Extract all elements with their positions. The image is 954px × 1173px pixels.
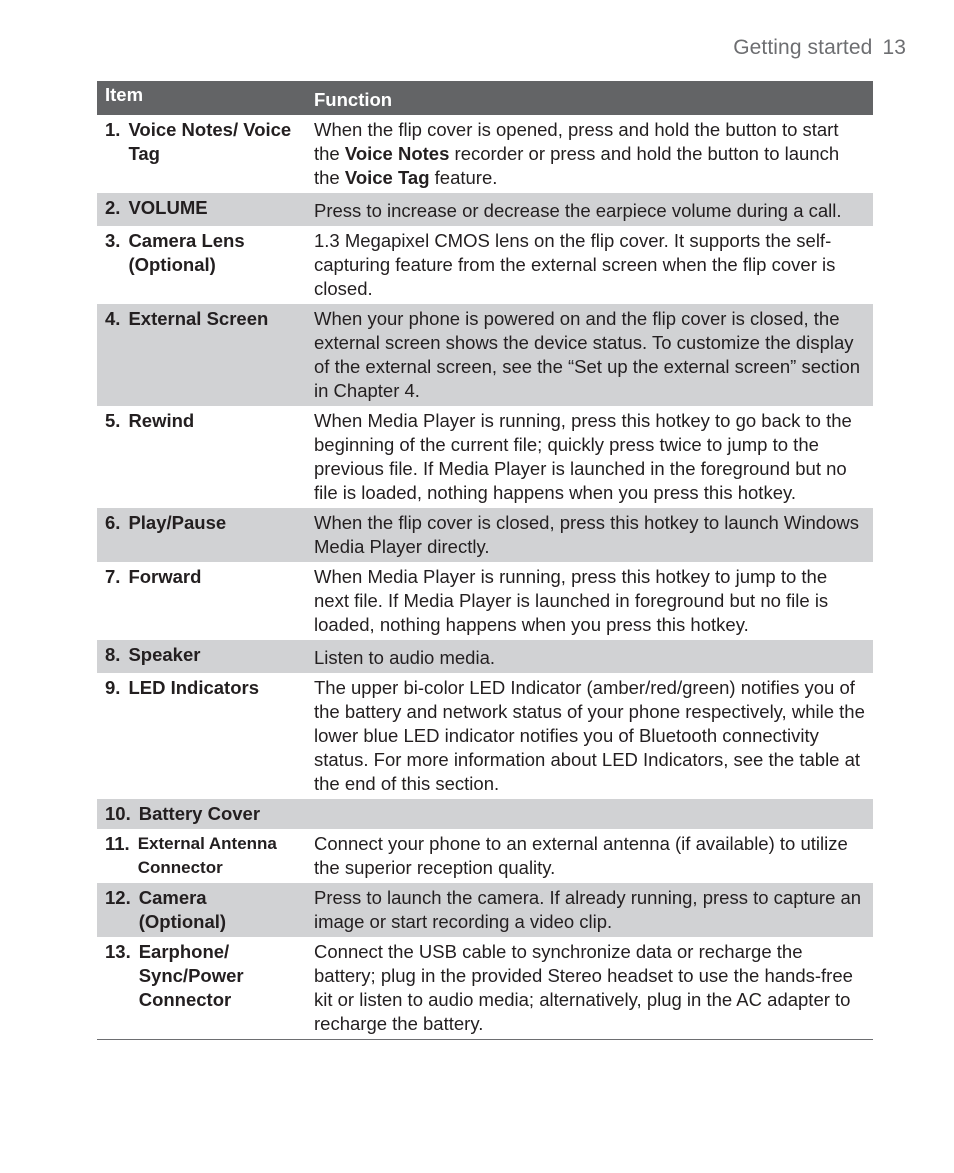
item-name: Camera Lens (Optional) xyxy=(128,230,245,275)
function-cell: Press to increase or decrease the earpiece volume during a call. xyxy=(306,193,873,226)
function-cell: 1.3 Megapixel CMOS lens on the flip cover. It supports the self-capturing feature from the external screen when the flip cover is closed. xyxy=(314,230,836,299)
item-function-table xyxy=(97,81,873,1040)
item-cell xyxy=(97,799,306,829)
function-cell: The upper bi-color LED Indicator (amber/red/green) notifies you of the battery and network status of your phone respectively, while the lower blue LED indicator notifies you of Bluetooth connectivity status. For more information about LED Indicators, see the table at the end of this section. xyxy=(314,677,865,794)
table-row xyxy=(97,226,873,304)
table-row xyxy=(97,937,873,1040)
item-name: VOLUME xyxy=(128,197,208,218)
item-number: 1. xyxy=(105,119,121,140)
column-header-item: Item xyxy=(97,81,306,115)
item-name: LED Indicators xyxy=(128,677,259,698)
function-cell: Connect the USB cable to synchronize data or recharge the battery; plug in the provided Stereo headset to use the hands-free kit or listen to audio media; alternatively, plug in the AC adapter to recharge the battery. xyxy=(306,937,873,1040)
item-name: Earphone/ Sync/Power Connector xyxy=(138,941,244,1010)
table-row xyxy=(97,508,873,562)
table-row xyxy=(97,829,873,883)
item-number: 5. xyxy=(105,410,121,431)
item-number: 2. xyxy=(105,197,121,218)
item-name: Forward xyxy=(128,566,202,587)
item-cell xyxy=(97,829,306,883)
item-number: 6. xyxy=(105,512,121,533)
item-cell xyxy=(97,406,306,508)
item-name: Voice Notes/ Voice Tag xyxy=(128,119,292,164)
item-cell xyxy=(97,226,306,304)
item-number: 11. xyxy=(105,833,130,854)
table-row xyxy=(97,883,873,937)
item-cell xyxy=(97,937,306,1040)
item-number: 13. xyxy=(105,941,131,962)
item-number: 8. xyxy=(105,644,121,665)
table-row xyxy=(97,304,873,406)
item-cell xyxy=(97,193,306,226)
item-name: Rewind xyxy=(128,410,195,431)
item-cell xyxy=(97,673,306,799)
table-row xyxy=(97,562,873,640)
function-cell: When Media Player is running, press this hotkey to go back to the beginning of the current file; quickly press twice to jump to the previous file. If Media Player is launched in the foreground but no file is loaded, nothing happens when you press this hotkey. xyxy=(314,410,852,503)
table-row xyxy=(97,193,873,226)
item-name: Battery Cover xyxy=(138,803,261,824)
item-number: 10. xyxy=(105,803,131,824)
item-number: 3. xyxy=(105,230,121,251)
table-row xyxy=(97,673,873,799)
function-cell: When Media Player is running, press this hotkey to jump to the next file. If Media Player is launched in foreground but no file is loaded, nothing happens when you press this hotkey. xyxy=(314,566,829,635)
item-name: Speaker xyxy=(128,644,201,665)
voice-notes-emphasis: Voice Notes xyxy=(344,143,450,164)
table-row xyxy=(97,406,873,508)
function-cell: Listen to audio media. xyxy=(306,640,873,673)
function-cell: When your phone is powered on and the flip cover is closed, the external screen shows the device status. To customize the display of the external screen, see the “Set up the external screen” section in Chapter 4. xyxy=(306,304,873,406)
item-cell xyxy=(97,115,306,193)
function-cell: When the flip cover is closed, press this hotkey to launch Windows Media Player directly. xyxy=(306,508,873,562)
item-cell xyxy=(97,640,306,673)
item-name: External Antenna Connector xyxy=(137,834,277,877)
item-cell xyxy=(97,562,306,640)
item-number: 9. xyxy=(105,677,121,698)
table-row xyxy=(97,115,873,193)
table-row xyxy=(97,640,873,673)
page-number: 13 xyxy=(882,36,906,59)
function-cell xyxy=(306,799,873,829)
function-text: When the flip cover is opened, press and hold the button to start the Voice Notes recorder or press and hold the button to launch the Voice Tag feature. xyxy=(314,119,840,188)
item-name: External Screen xyxy=(128,308,269,329)
item-cell xyxy=(97,304,306,406)
item-number: 4. xyxy=(105,308,121,329)
item-number: 7. xyxy=(105,566,121,587)
voice-tag-emphasis: Voice Tag xyxy=(344,167,430,188)
page-header xyxy=(733,36,906,60)
item-name: Play/Pause xyxy=(128,512,227,533)
function-cell: Connect your phone to an external antenna (if available) to utilize the superior reception quality. xyxy=(314,833,848,878)
function-cell: Press to launch the camera. If already running, press to capture an image or start recording a video clip. xyxy=(306,883,873,937)
column-header-function: Function xyxy=(306,81,873,115)
item-number: 12. xyxy=(105,887,131,908)
function-cell xyxy=(306,115,873,193)
item-name: Camera (Optional) xyxy=(138,887,227,932)
section-title: Getting started xyxy=(733,36,873,59)
item-cell xyxy=(97,508,306,562)
item-cell xyxy=(97,883,306,937)
table-row xyxy=(97,799,873,829)
table-header-row xyxy=(97,81,873,115)
